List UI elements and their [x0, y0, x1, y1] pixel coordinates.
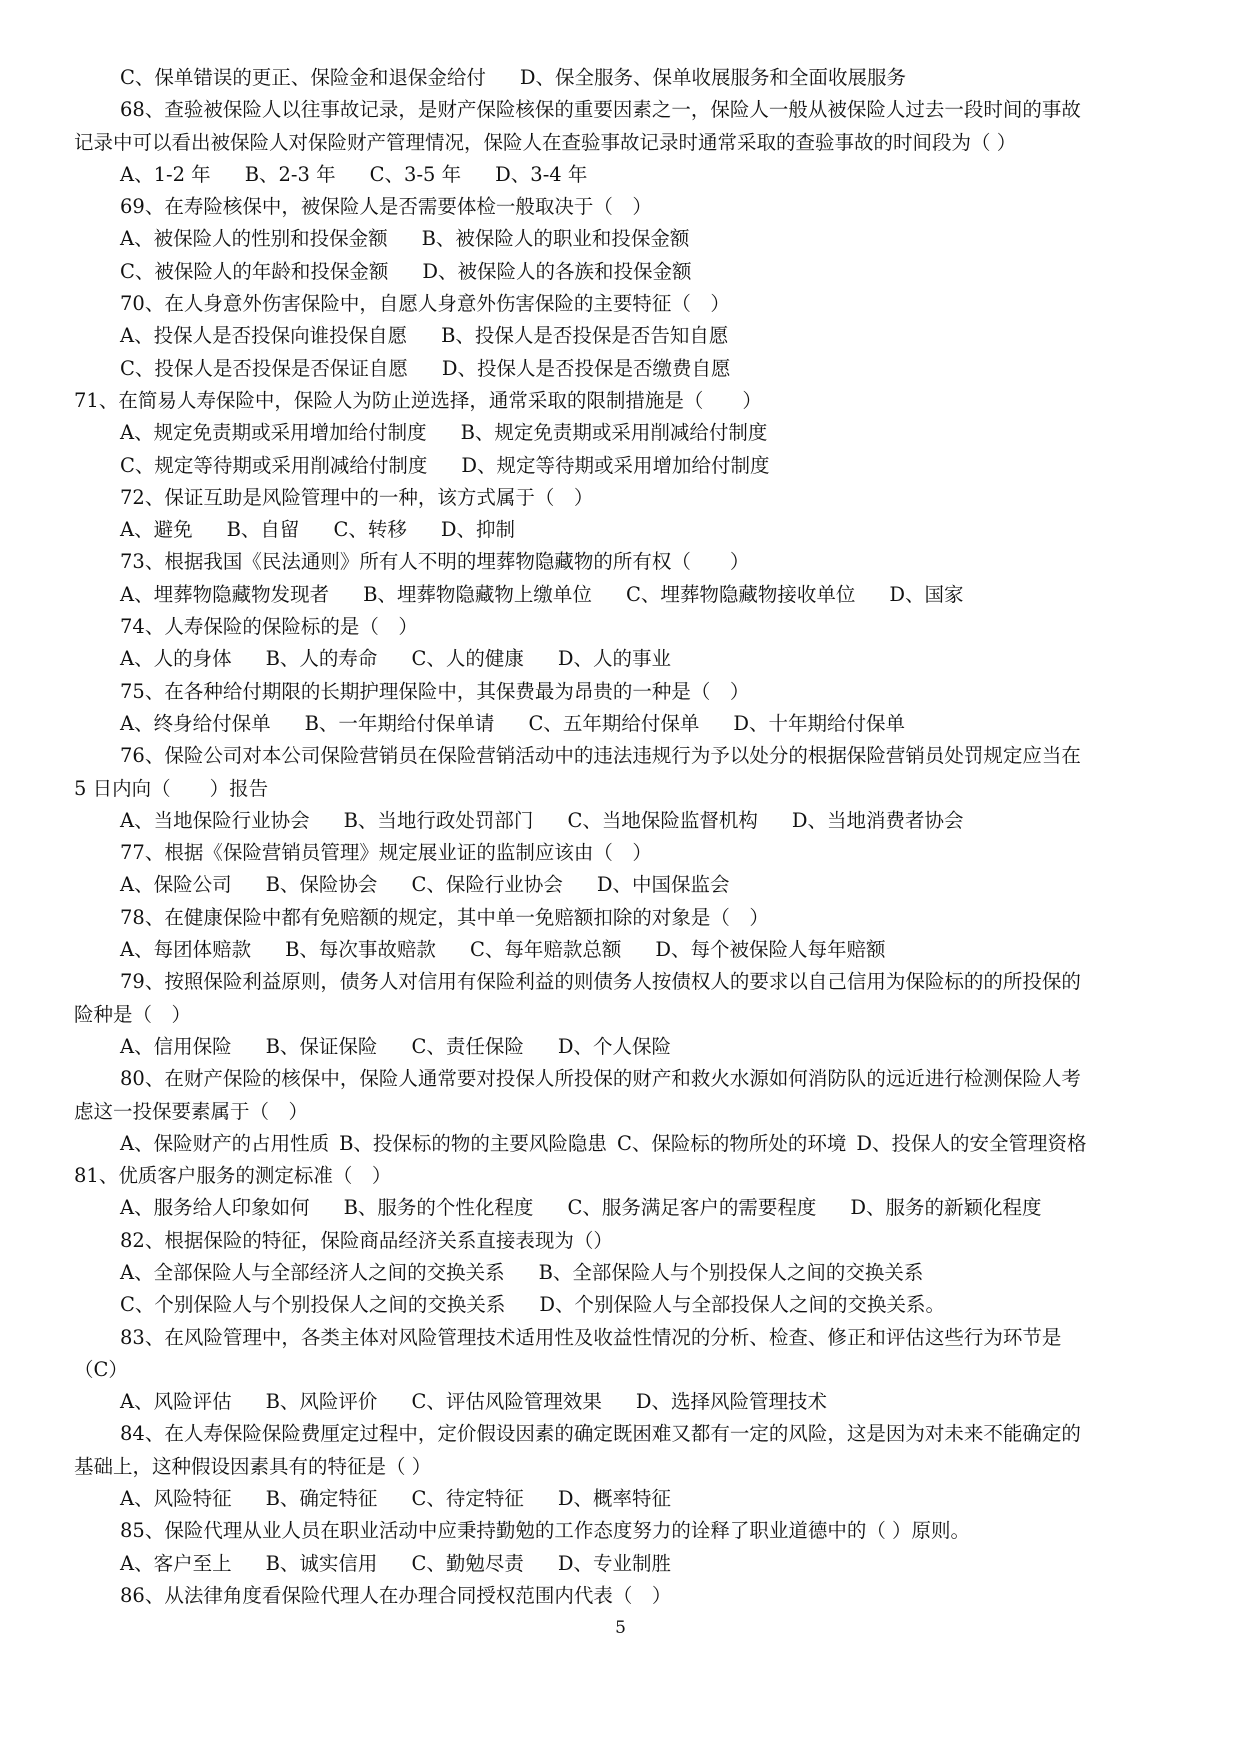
- option: D、当地消费者协会: [791, 808, 964, 832]
- option: B、服务的个性化程度: [343, 1196, 534, 1220]
- options-line: [74, 1128, 1190, 1160]
- question-line: 76、保险公司对本公司保险营销员在保险营销活动中的违法违规行为予以处分的根据保险营销员处罚规定应当在: [120, 744, 1081, 768]
- question-line: 74、人寿保险的保险标的是（ ）: [120, 615, 418, 639]
- option: B、保险协会: [265, 873, 378, 897]
- question-line: 73、根据我国《民法通则》所有人不明的埋葬物隐藏物的所有权（ ）: [120, 550, 750, 574]
- option: B、诚实信用: [265, 1551, 378, 1575]
- option: B、确定特征: [265, 1487, 378, 1511]
- page-number: 5: [615, 1618, 626, 1638]
- question-line: 78、在健康保险中都有免赔额的规定，其中单一免赔额扣除的对象是（ ）: [120, 905, 769, 929]
- option: A、每团体赔款: [120, 938, 252, 962]
- option: C、3-5 年: [369, 162, 462, 186]
- option: D、概率特征: [557, 1487, 671, 1511]
- option: C、埋葬物隐藏物接收单位: [625, 582, 856, 606]
- option: A、投保人是否投保向谁投保自愿: [120, 324, 408, 348]
- option: D、服务的新颖化程度: [850, 1196, 1042, 1220]
- option: D、3-4 年: [495, 162, 588, 186]
- option: C、转移: [333, 518, 407, 542]
- options-line: [74, 1289, 1190, 1321]
- option: A、信用保险: [120, 1034, 232, 1058]
- question-line: 86、从法律角度看保险代理人在办理合同授权范围内代表（ ）: [120, 1583, 672, 1607]
- options-line: [74, 934, 1190, 966]
- question-line: 84、在人寿保险保险费厘定过程中，定价假设因素的确定既困难又都有一定的风险，这是因为对未来不能确定的: [120, 1422, 1081, 1446]
- question-line: 79、按照保险利益原则，债务人对信用有保险利益的则债务人按债权人的要求以自己信用为保险标的的所投保的: [120, 970, 1081, 994]
- option: A、1-2 年: [120, 162, 211, 186]
- option: D、投保人的安全管理资格: [856, 1131, 1087, 1155]
- option: C、评估风险管理效果: [411, 1390, 602, 1414]
- question-line: 85、保险代理从业人员在职业活动中应秉持勤勉的工作态度努力的诠释了职业道德中的（ ）原则。: [120, 1519, 971, 1543]
- option: D、每个被保险人每年赔额: [655, 938, 886, 962]
- option: A、规定免责期或采用增加给付制度: [120, 421, 427, 445]
- option: B、当地行政处罚部门: [343, 808, 534, 832]
- option: A、埋葬物隐藏物发现者: [120, 582, 330, 606]
- option: D、十年期给付保单: [733, 711, 905, 735]
- question-continuation: 虑这一投保要素属于（ ）: [74, 1099, 309, 1123]
- question-line: 71、在简易人寿保险中，保险人为防止逆选择，通常采取的限制措施是（ ）: [74, 388, 762, 412]
- option: D、抑制: [440, 518, 515, 542]
- option: D、国家: [889, 582, 964, 606]
- options-line: [74, 1483, 1190, 1515]
- question-line: 68、查验被保险人以往事故记录，是财产保险核保的重要因素之一，保险人一般从被保险人过去一段时间的事故: [120, 98, 1081, 122]
- options-line: [74, 514, 1190, 546]
- question-continuation: （C）: [74, 1357, 128, 1381]
- options-line: [74, 1548, 1190, 1580]
- option: A、服务给人印象如何: [120, 1196, 310, 1220]
- option: A、终身给付保单: [120, 711, 271, 735]
- option: C、保单错误的更正、保险金和退保金给付: [120, 66, 486, 89]
- option: D、人的事业: [557, 647, 671, 671]
- option: A、风险评估: [120, 1390, 232, 1414]
- option: A、客户至上: [120, 1551, 232, 1575]
- options-line: [74, 353, 1190, 385]
- option: D、个人保险: [557, 1034, 671, 1058]
- options-line: [74, 1031, 1190, 1063]
- option: B、人的寿命: [265, 647, 378, 671]
- option: B、规定免责期或采用削减给付制度: [460, 421, 768, 445]
- option: D、规定等待期或采用增加给付制度: [461, 453, 770, 477]
- options-line: [74, 159, 1190, 191]
- option: B、2-3 年: [244, 162, 336, 186]
- option: D、保全服务、保单收展服务和全面收展服务: [519, 66, 907, 89]
- option: B、投保标的物的主要风险隐患: [339, 1131, 607, 1155]
- option: A、人的身体: [120, 647, 232, 671]
- option: B、风险评价: [265, 1390, 378, 1414]
- option: B、全部保险人与个别投保人之间的交换关系: [538, 1260, 924, 1284]
- question-line: 70、在人身意外伤害保险中，自愿人身意外伤害保险的主要特征（ ）: [120, 292, 730, 316]
- options-line: [74, 417, 1190, 449]
- question-line: 72、保证互助是风险管理中的一种，该方式属于（ ）: [120, 485, 594, 509]
- options-line: [74, 643, 1190, 675]
- option: C、个别保险人与个别投保人之间的交换关系: [120, 1293, 506, 1317]
- option: C、人的健康: [411, 647, 524, 671]
- options-line: [74, 320, 1190, 352]
- option: C、服务满足客户的需要程度: [567, 1196, 817, 1220]
- options-line: [74, 1192, 1190, 1224]
- option: D、被保险人的各族和投保金额: [422, 259, 692, 283]
- option: A、全部保险人与全部经济人之间的交换关系: [120, 1260, 505, 1284]
- option: A、风险特征: [120, 1487, 232, 1511]
- option: A、当地保险行业协会: [120, 808, 310, 832]
- option: C、每年赔款总额: [469, 938, 622, 962]
- option: D、中国保监会: [596, 873, 730, 897]
- option: C、保险行业协会: [411, 873, 563, 897]
- option: C、投保人是否投保是否保证自愿: [120, 356, 408, 380]
- option: D、投保人是否投保是否缴费自愿: [441, 356, 731, 380]
- question-line: 81、优质客户服务的测定标准（ ）: [74, 1164, 392, 1188]
- option: A、避免: [120, 518, 193, 542]
- question-continuation: 记录中可以看出被保险人对保险财产管理情况，保险人在查验事故记录时通常采取的查验事故的时间段为（ ）: [74, 130, 1017, 154]
- option: B、埋葬物隐藏物上缴单位: [363, 582, 592, 606]
- option: C、五年期给付保单: [528, 711, 700, 735]
- option: C、待定特征: [411, 1487, 524, 1511]
- option: B、自留: [226, 518, 300, 542]
- options-line: [74, 805, 1190, 837]
- option: C、勤勉尽责: [411, 1551, 524, 1575]
- option: A、保险公司: [120, 873, 232, 897]
- option: C、保险标的物所处的环境: [616, 1131, 847, 1155]
- options-line: [74, 869, 1190, 901]
- options-line: [74, 256, 1190, 288]
- options-line: [74, 708, 1190, 740]
- options-line: [74, 450, 1190, 482]
- question-line: 77、根据《保险营销员管理》规定展业证的监制应该由（ ）: [120, 841, 652, 865]
- option: C、当地保险监督机构: [567, 808, 758, 832]
- options-line: [74, 1257, 1190, 1289]
- option: B、投保人是否投保是否告知自愿: [441, 324, 729, 348]
- options-line: [74, 223, 1190, 255]
- option: D、选择风险管理技术: [635, 1390, 827, 1414]
- option: D、个别保险人与全部投保人之间的交换关系。: [539, 1293, 946, 1317]
- option: B、被保险人的职业和投保金额: [421, 227, 690, 251]
- question-continuation: 5 日内向（ ）报告: [74, 776, 269, 800]
- option: C、被保险人的年龄和投保金额: [120, 259, 389, 283]
- option: A、被保险人的性别和投保金额: [120, 227, 388, 251]
- question-line: 75、在各种给付期限的长期护理保险中，其保费最为昂贵的一种是（ ）: [120, 679, 750, 703]
- question-line: 69、在寿险核保中，被保险人是否需要体检一般取决于（ ）: [120, 195, 652, 219]
- question-line: 80、在财产保险的核保中，保险人通常要对投保人所投保的财产和救火水源如何消防队的远近进行检测保险人考: [120, 1067, 1081, 1091]
- options-line: [74, 62, 1190, 94]
- question-list: [74, 62, 1190, 1612]
- question-continuation: 险种是（ ）: [74, 1002, 192, 1026]
- question-line: 82、根据保险的特征，保险商品经济关系直接表现为（）: [120, 1228, 613, 1252]
- question-line: 83、在风险管理中，各类主体对风险管理技术适用性及收益性情况的分析、检查、修正和评估这些行为环节是: [120, 1325, 1062, 1349]
- option: D、专业制胜: [557, 1551, 671, 1575]
- option: B、每次事故赔款: [285, 938, 436, 962]
- question-continuation: 基础上，这种假设因素具有的特征是（ ）: [74, 1454, 432, 1478]
- option: C、规定等待期或采用削减给付制度: [120, 453, 428, 477]
- options-line: [74, 579, 1190, 611]
- option: B、保证保险: [265, 1034, 378, 1058]
- options-line: [74, 1386, 1190, 1418]
- option: B、一年期给付保单请: [304, 711, 495, 735]
- option: A、保险财产的占用性质: [120, 1131, 330, 1155]
- option: C、责任保险: [411, 1034, 524, 1058]
